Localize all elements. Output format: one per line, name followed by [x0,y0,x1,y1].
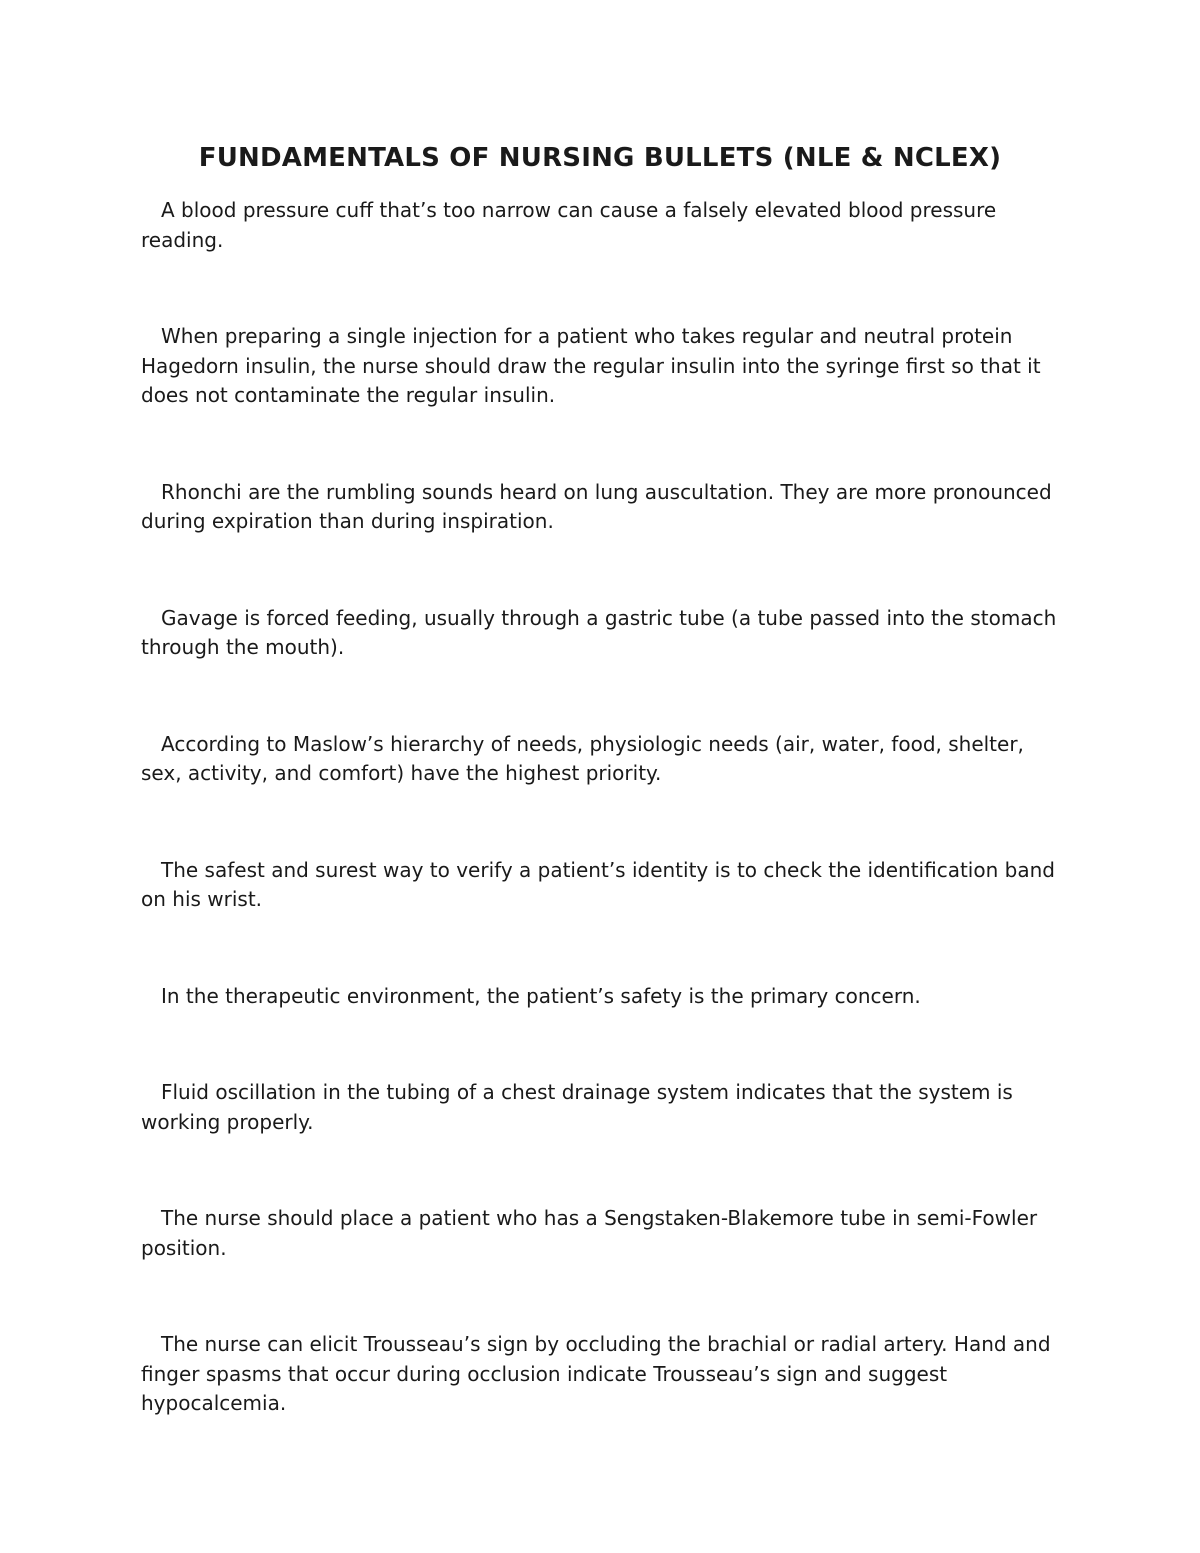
bullet-item: The nurse should place a patient who has a Sengstaken-Blakemore tube in semi-Fowler position. [141,1206,1038,1260]
document-title: FUNDAMENTALS OF NURSING BULLETS (NLE & NCLEX) [198,143,1002,173]
bullet-item: The nurse can elicit Trousseau’s sign by occluding the brachial or radial artery. Hand and finger spasms that occur during occlusion indicate Trousseau’s sign and suggest hypocalcemia. [141,1332,1051,1415]
bullet-item: Fluid oscillation in the tubing of a chest drainage system indicates that the system is working properly. [141,1080,1013,1134]
bullet-item: According to Maslow’s hierarchy of needs, physiologic needs (air, water, food, shelter, sex, activity, and comfort) have the highest priority. [141,731,1024,785]
bullet-item: Rhonchi are the rumbling sounds heard on lung auscultation. They are more pronounced during expiration than during inspiration. [141,479,1052,533]
bullet-item: The safest and surest way to verify a patient’s identity is to check the identification band on his wrist. [141,857,1055,911]
bullet-item: A blood pressure cuff that’s too narrow can cause a falsely elevated blood pressure reading. [141,198,997,252]
bullet-item: When preparing a single injection for a patient who takes regular and neutral protein Hagedorn insulin, the nurse should draw the regular insulin into the syringe first so that it does not contaminate the regular insulin. [141,324,1041,407]
bullet-list [141,196,1061,1486]
bullet-item: Gavage is forced feeding, usually through a gastric tube (a tube passed into the stomach through the mouth). [141,605,1057,659]
bullet-item: In the therapeutic environment, the patient’s safety is the primary concern. [161,983,921,1008]
